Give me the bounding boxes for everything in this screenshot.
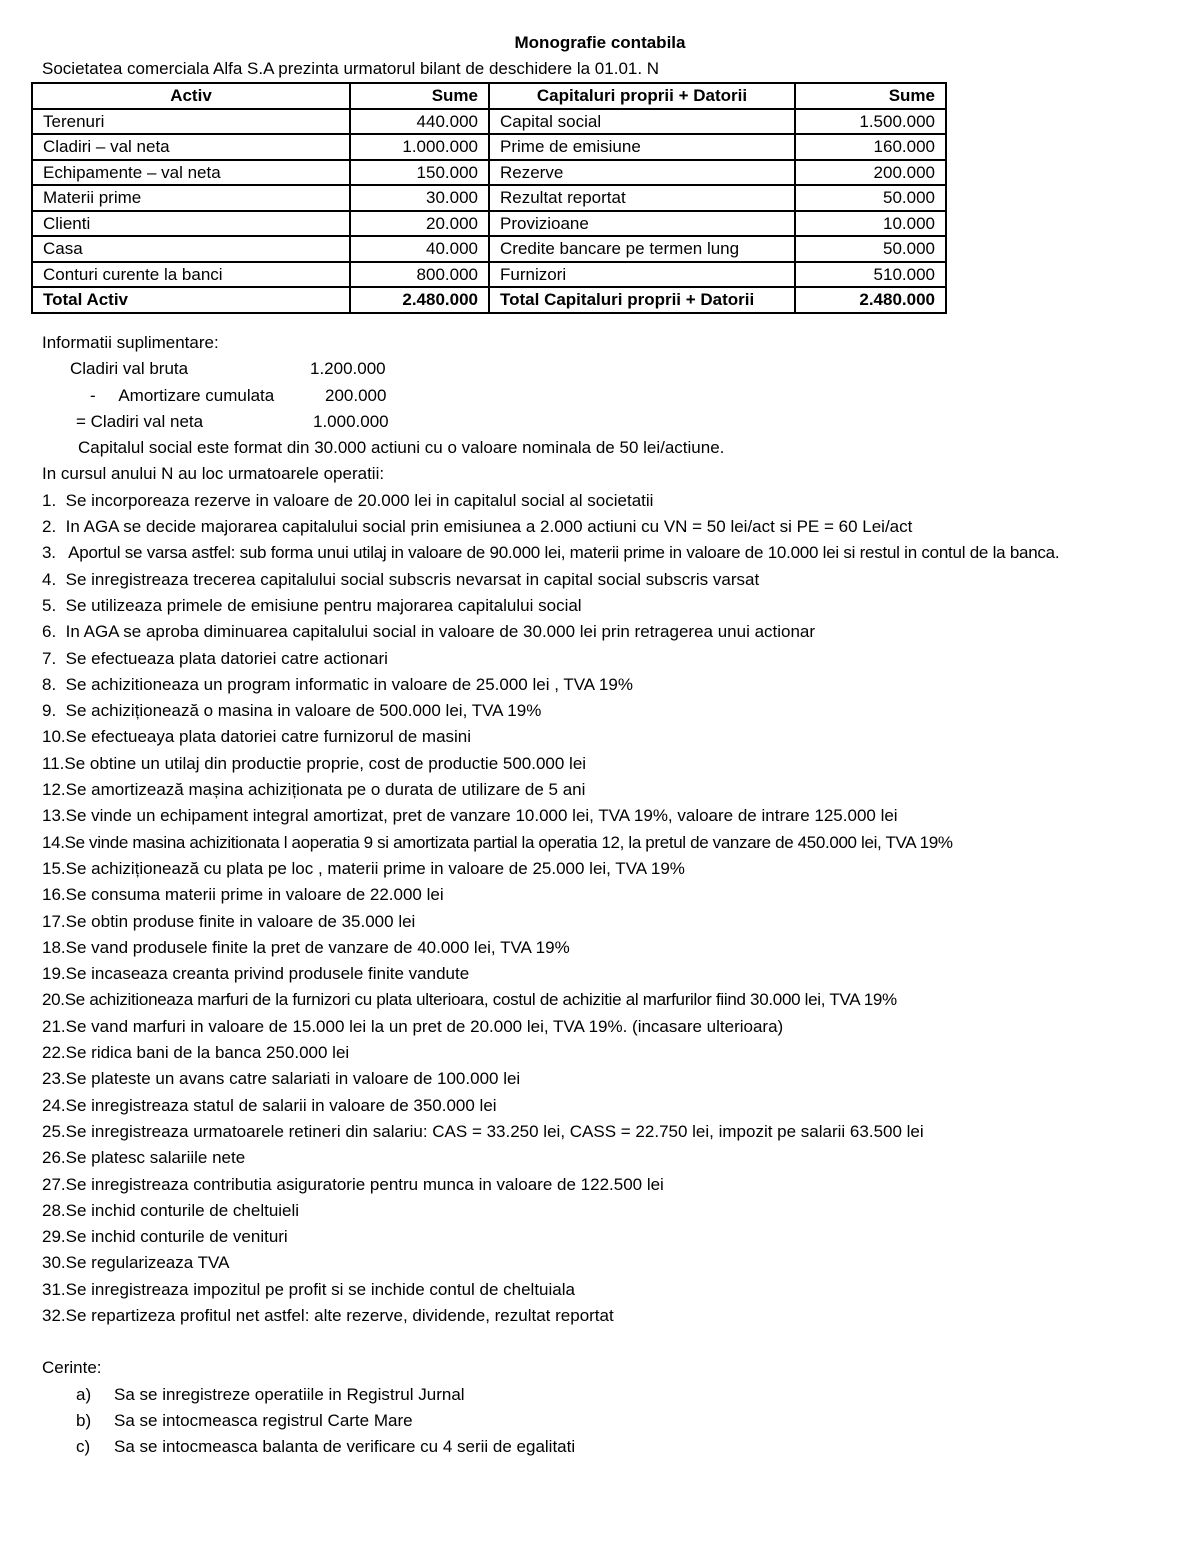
item-text: Se vand produsele finite la pret de vanzare de 40.000 lei, TVA 19% (65, 937, 570, 957)
liability-amount: 50.000 (795, 236, 946, 262)
info-label: Cladiri val bruta (70, 359, 189, 379)
list-item (42, 1119, 1172, 1145)
list-item (42, 646, 1172, 672)
liability-label: Capital social (489, 109, 795, 135)
item-text: Se vinde un echipament integral amortizat, pret de vanzare 10.000 lei, TVA 19%, valoare de intrare 125.000 lei (65, 806, 898, 826)
liability-label: Provizioane (489, 211, 795, 237)
info-line-depreciation (42, 383, 1172, 409)
liability-label: Rezerve (489, 160, 795, 186)
item-text: Se efectueaya plata datoriei catre furnizorul de masini (65, 727, 472, 747)
list-item (42, 987, 1172, 1013)
liability-label: Furnizori (489, 262, 795, 288)
item-text: Se plateste un avans catre salariati in valoare de 100.000 lei (65, 1069, 521, 1089)
item-text: Se achizitioneaza un program informatic in valoare de 25.000 lei , TVA 19% (65, 674, 633, 694)
list-item (42, 514, 1172, 540)
item-number: 12. (42, 780, 66, 800)
liability-amount: 200.000 (795, 160, 946, 186)
item-number: 22. (42, 1043, 66, 1063)
operations-list (42, 488, 1172, 1330)
list-item (42, 961, 1172, 987)
list-item (42, 567, 1172, 593)
list-item (42, 830, 1172, 856)
item-text: Sa se inregistreze operatiile in Registrul Jurnal (114, 1384, 465, 1404)
info-value: 1.200.000 (310, 359, 386, 379)
asset-amount: 800.000 (350, 262, 489, 288)
list-item (42, 1303, 1172, 1329)
liability-amount: 510.000 (795, 262, 946, 288)
list-item (42, 882, 1172, 908)
asset-amount: 20.000 (350, 211, 489, 237)
table-row (32, 134, 946, 160)
asset-label: Terenuri (32, 109, 350, 135)
item-letter: c) (76, 1437, 91, 1457)
asset-label: Materii prime (32, 185, 350, 211)
header-activ: Activ (32, 83, 350, 109)
item-number: 16. (42, 885, 66, 905)
item-number: 8. (42, 674, 57, 694)
item-number: 27. (42, 1174, 66, 1194)
item-text: Se inchid conturile de cheltuieli (65, 1200, 300, 1220)
liability-label: Credite bancare pe termen lung (489, 236, 795, 262)
header-capitaluri: Capitaluri proprii + Datorii (489, 83, 795, 109)
liability-amount: 50.000 (795, 185, 946, 211)
item-number: 31. (42, 1279, 66, 1299)
item-text: Sa se intocmeasca balanta de verificare cu 4 serii de egalitati (114, 1437, 576, 1457)
item-number: 29. (42, 1227, 66, 1247)
list-item (42, 1277, 1172, 1303)
item-number: 26. (42, 1148, 66, 1168)
header-sume-activ: Sume (350, 83, 489, 109)
liability-label: Rezultat reportat (489, 185, 795, 211)
list-item (42, 1224, 1172, 1250)
item-number: 20. (42, 990, 65, 1010)
item-number: 15. (42, 858, 66, 878)
list-item (42, 751, 1172, 777)
item-number: 30. (42, 1253, 66, 1273)
item-text: Aportul se varsa astfel: sub forma unui utilaj in valoare de 90.000 lei, materii prime in valoare de 10.000 lei si restul in contul de la banca. (64, 543, 1060, 563)
item-text: Se consuma materii prime in valoare de 22.000 lei (65, 885, 444, 905)
liability-amount: 1.500.000 (795, 109, 946, 135)
total-liabilities-amount: 2.480.000 (795, 287, 946, 313)
document-title: Monografie contabila (514, 33, 686, 52)
intro-text: Societatea comerciala Alfa S.A prezinta urmatorul bilant de deschidere la 01.01. N (42, 59, 660, 78)
item-number: 21. (42, 1016, 66, 1036)
table-total-row (32, 287, 946, 313)
item-text: Se vinde masina achizitionata l aoperatia 9 si amortizata partial la operatia 12, la pretul de vanzare de 450.000 lei, TVA 19% (64, 832, 953, 852)
item-number: 32. (42, 1305, 66, 1325)
asset-label: Echipamente – val neta (32, 160, 350, 186)
item-text: Se inregistreaza trecerea capitalului social subscris nevarsat in capital social subscris varsat (65, 569, 760, 589)
item-text: Se inregistreaza statul de salarii in valoare de 350.000 lei (65, 1095, 497, 1115)
table-row (32, 236, 946, 262)
capital-note: Capitalul social este format din 30.000 actiuni cu o valoare nominala de 50 lei/actiune. (78, 438, 725, 458)
item-number: 17. (42, 911, 66, 931)
list-item (42, 1434, 1172, 1460)
item-text: Se platesc salariile nete (65, 1148, 246, 1168)
asset-label: Cladiri – val neta (32, 134, 350, 160)
item-text: Se vand marfuri in valoare de 15.000 lei la un pret de 20.000 lei, TVA 19%. (incasare ulterioara) (65, 1016, 784, 1036)
item-text: Se incaseaza creanta privind produsele finite vandute (65, 964, 470, 984)
list-item (42, 672, 1172, 698)
info-value: 200.000 (325, 385, 387, 405)
table-row (32, 160, 946, 186)
item-number: 28. (42, 1200, 66, 1220)
item-letter: a) (76, 1384, 92, 1404)
list-item (42, 1014, 1172, 1040)
asset-amount: 1.000.000 (350, 134, 489, 160)
total-liabilities-label: Total Capitaluri proprii + Datorii (489, 287, 795, 313)
item-number: 4. (42, 569, 57, 589)
list-item (42, 909, 1172, 935)
item-text: In AGA se aproba diminuarea capitalului social in valoare de 30.000 lei prin retragerea unui actionar (65, 622, 816, 642)
item-number: 24. (42, 1095, 66, 1115)
list-item (42, 1145, 1172, 1171)
item-text: Se repartizeza profitul net astfel: alte rezerve, dividende, rezultat reportat (65, 1305, 614, 1325)
list-item (42, 1040, 1172, 1066)
item-number: 18. (42, 937, 66, 957)
list-item (42, 540, 1172, 566)
list-item (42, 488, 1172, 514)
item-number: 19. (42, 964, 66, 984)
item-text: Sa se intocmeasca registrul Carte Mare (114, 1410, 413, 1430)
asset-amount: 440.000 (350, 109, 489, 135)
asset-amount: 150.000 (350, 160, 489, 186)
item-text: Se ridica bani de la banca 250.000 lei (65, 1043, 350, 1063)
list-item (42, 1198, 1172, 1224)
list-item (42, 1066, 1172, 1092)
list-item (42, 619, 1172, 645)
operations-heading: In cursul anului N au loc urmatoarele operatii: (42, 464, 385, 484)
item-text: Se amortizează mașina achiziționata pe o durata de utilizare de 5 ani (65, 780, 586, 800)
info-label: = Cladiri val neta (76, 411, 204, 431)
item-number: 11. (42, 753, 65, 773)
list-item (42, 1250, 1172, 1276)
item-number: 10. (42, 727, 66, 747)
item-text: Se incorporeaza rezerve in valoare de 20.000 lei in capitalul social al societatii (65, 490, 654, 510)
list-item (42, 777, 1172, 803)
item-number: 9. (42, 701, 57, 721)
info-label: - Amortizare cumulata (90, 385, 275, 405)
asset-amount: 40.000 (350, 236, 489, 262)
list-item (42, 856, 1172, 882)
liability-amount: 160.000 (795, 134, 946, 160)
item-text: Se obtin produse finite in valoare de 35.000 lei (65, 911, 416, 931)
spacer (42, 1329, 1172, 1355)
item-number: 1. (42, 490, 57, 510)
item-number: 3. (42, 543, 56, 563)
item-number: 5. (42, 595, 57, 615)
item-text: Se achiziționează cu plata pe loc , materii prime in valoare de 25.000 lei, TVA 19% (65, 858, 685, 878)
asset-label: Casa (32, 236, 350, 262)
item-number: 2. (42, 517, 57, 537)
item-number: 6. (42, 622, 57, 642)
item-text: Se regularizeaza TVA (65, 1253, 230, 1273)
info-value: 1.000.000 (313, 411, 389, 431)
list-item (42, 1093, 1172, 1119)
item-text: Se inregistreaza urmatoarele retineri din salariu: CAS = 33.250 lei, CASS = 22.750 lei, impozit pe salarii 63.500 lei (65, 1121, 924, 1141)
table-row (32, 109, 946, 135)
item-text: Se inregistreaza impozitul pe profit si se inchide contul de cheltuiala (65, 1279, 575, 1299)
list-item (42, 724, 1172, 750)
item-text: Se obtine un utilaj din productie proprie, cost de productie 500.000 lei (64, 753, 587, 773)
liability-amount: 10.000 (795, 211, 946, 237)
item-text: Se inregistreaza contributia asiguratorie pentru munca in valoare de 122.500 lei (65, 1174, 664, 1194)
item-text: Se efectueaza plata datoriei catre actionari (65, 648, 388, 668)
asset-label: Clienti (32, 211, 350, 237)
list-item (42, 593, 1172, 619)
list-item (42, 935, 1172, 961)
document-body (42, 330, 1172, 1460)
opening-balance-table (31, 82, 947, 314)
total-assets-amount: 2.480.000 (350, 287, 489, 313)
asset-label: Conturi curente la banci (32, 262, 350, 288)
item-number: 7. (42, 648, 57, 668)
list-item (42, 1172, 1172, 1198)
list-item (42, 1408, 1172, 1434)
info-line-gross (42, 356, 1172, 382)
info-heading: Informatii suplimentare: (42, 333, 219, 352)
item-number: 13. (42, 806, 66, 826)
list-item (42, 1382, 1172, 1408)
item-text: In AGA se decide majorarea capitalului social prin emisiunea a 2.000 actiuni cu VN = 50 lei/act si PE = 60 Lei/act (65, 517, 913, 537)
total-assets-label: Total Activ (32, 287, 350, 313)
liability-label: Prime de emisiune (489, 134, 795, 160)
item-text: Se achizitioneaza marfuri de la furnizori cu plata ulterioara, costul de achizitie al marfurilor fiind 30.000 lei, TVA 19% (64, 990, 897, 1010)
list-item (42, 803, 1172, 829)
info-line-net (42, 409, 1172, 435)
item-text: Se inchid conturile de venituri (65, 1227, 288, 1247)
requirements-heading: Cerinte: (42, 1358, 102, 1378)
header-sume-pasiv: Sume (795, 83, 946, 109)
item-number: 14. (42, 832, 65, 852)
requirements-list (42, 1382, 1172, 1461)
item-letter: b) (76, 1410, 92, 1430)
item-text: Se utilizeaza primele de emisiune pentru majorarea capitalului social (65, 595, 582, 615)
item-number: 23. (42, 1069, 66, 1089)
table-row (32, 262, 946, 288)
list-item (42, 698, 1172, 724)
table-header-row (32, 83, 946, 109)
table-row (32, 211, 946, 237)
item-text: Se achiziționează o masina in valoare de 500.000 lei, TVA 19% (65, 701, 542, 721)
item-number: 25. (42, 1121, 66, 1141)
asset-amount: 30.000 (350, 185, 489, 211)
table-row (32, 185, 946, 211)
